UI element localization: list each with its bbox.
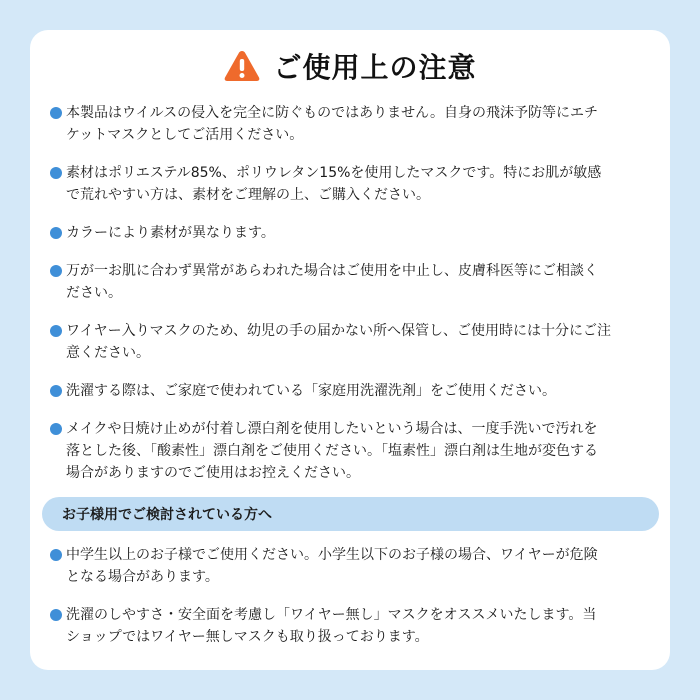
page-title: ご使用上の注意 [273, 51, 477, 84]
list-item: 本製品はウイルスの侵入を完全に防ぐものではありません。自身の飛沫予防等にエチ ケットマスクとしてご活用ください。 [50, 102, 660, 146]
list-item: ワイヤー入りマスクのため、幼児の手の届かない所へ保管し、ご使用時には十分にご注 意ください。 [50, 320, 660, 364]
title-row [30, 46, 670, 86]
warning-triangle-icon [223, 49, 261, 83]
bullet-dot-icon [50, 227, 62, 239]
caution-list [50, 102, 660, 500]
bullet-dot-icon [50, 325, 62, 337]
list-item: カラーにより素材が異なります。 [50, 222, 660, 244]
section-header-children [42, 497, 659, 531]
section-label: お子様用でご検討されている方へ [62, 507, 272, 523]
children-note-list [50, 544, 660, 664]
bullet-dot-icon [50, 265, 62, 277]
bullet-dot-icon [50, 385, 62, 397]
list-item: 中学生以上のお子様でご使用ください。小学生以下のお子様の場合、ワイヤーが危険 となる場合があります。 [50, 544, 660, 588]
bullet-dot-icon [50, 609, 62, 621]
list-item: メイクや日焼け止めが付着し漂白剤を使用したいという場合は、一度手洗いで汚れを 落とした後、「酸素性」漂白剤をご使用ください。「塩素性」漂白剤は生地が変色する 場合がありますのでご使用はお控えください。 [50, 418, 660, 484]
bullet-dot-icon [50, 167, 62, 179]
bullet-dot-icon [50, 423, 62, 435]
list-item: 素材はポリエステル85%、ポリウレタン15%を使用したマスクです。特にお肌が敏感 で荒れやすい方は、素材をご理解の上、ご購入ください。 [50, 162, 660, 206]
list-item: 洗濯する際は、ご家庭で使われている「家庭用洗濯洗剤」をご使用ください。 [50, 380, 660, 402]
bullet-dot-icon [50, 107, 62, 119]
list-item: 洗濯のしやすさ・安全面を考慮し「ワイヤー無し」マスクをオススメいたします。当 ショップではワイヤー無しマスクも取り扱っております。 [50, 604, 660, 648]
notice-card [30, 30, 670, 670]
list-item: 万が一お肌に合わず異常があらわれた場合はご使用を中止し、皮膚科医等にご相談く ださい。 [50, 260, 660, 304]
bullet-dot-icon [50, 549, 62, 561]
